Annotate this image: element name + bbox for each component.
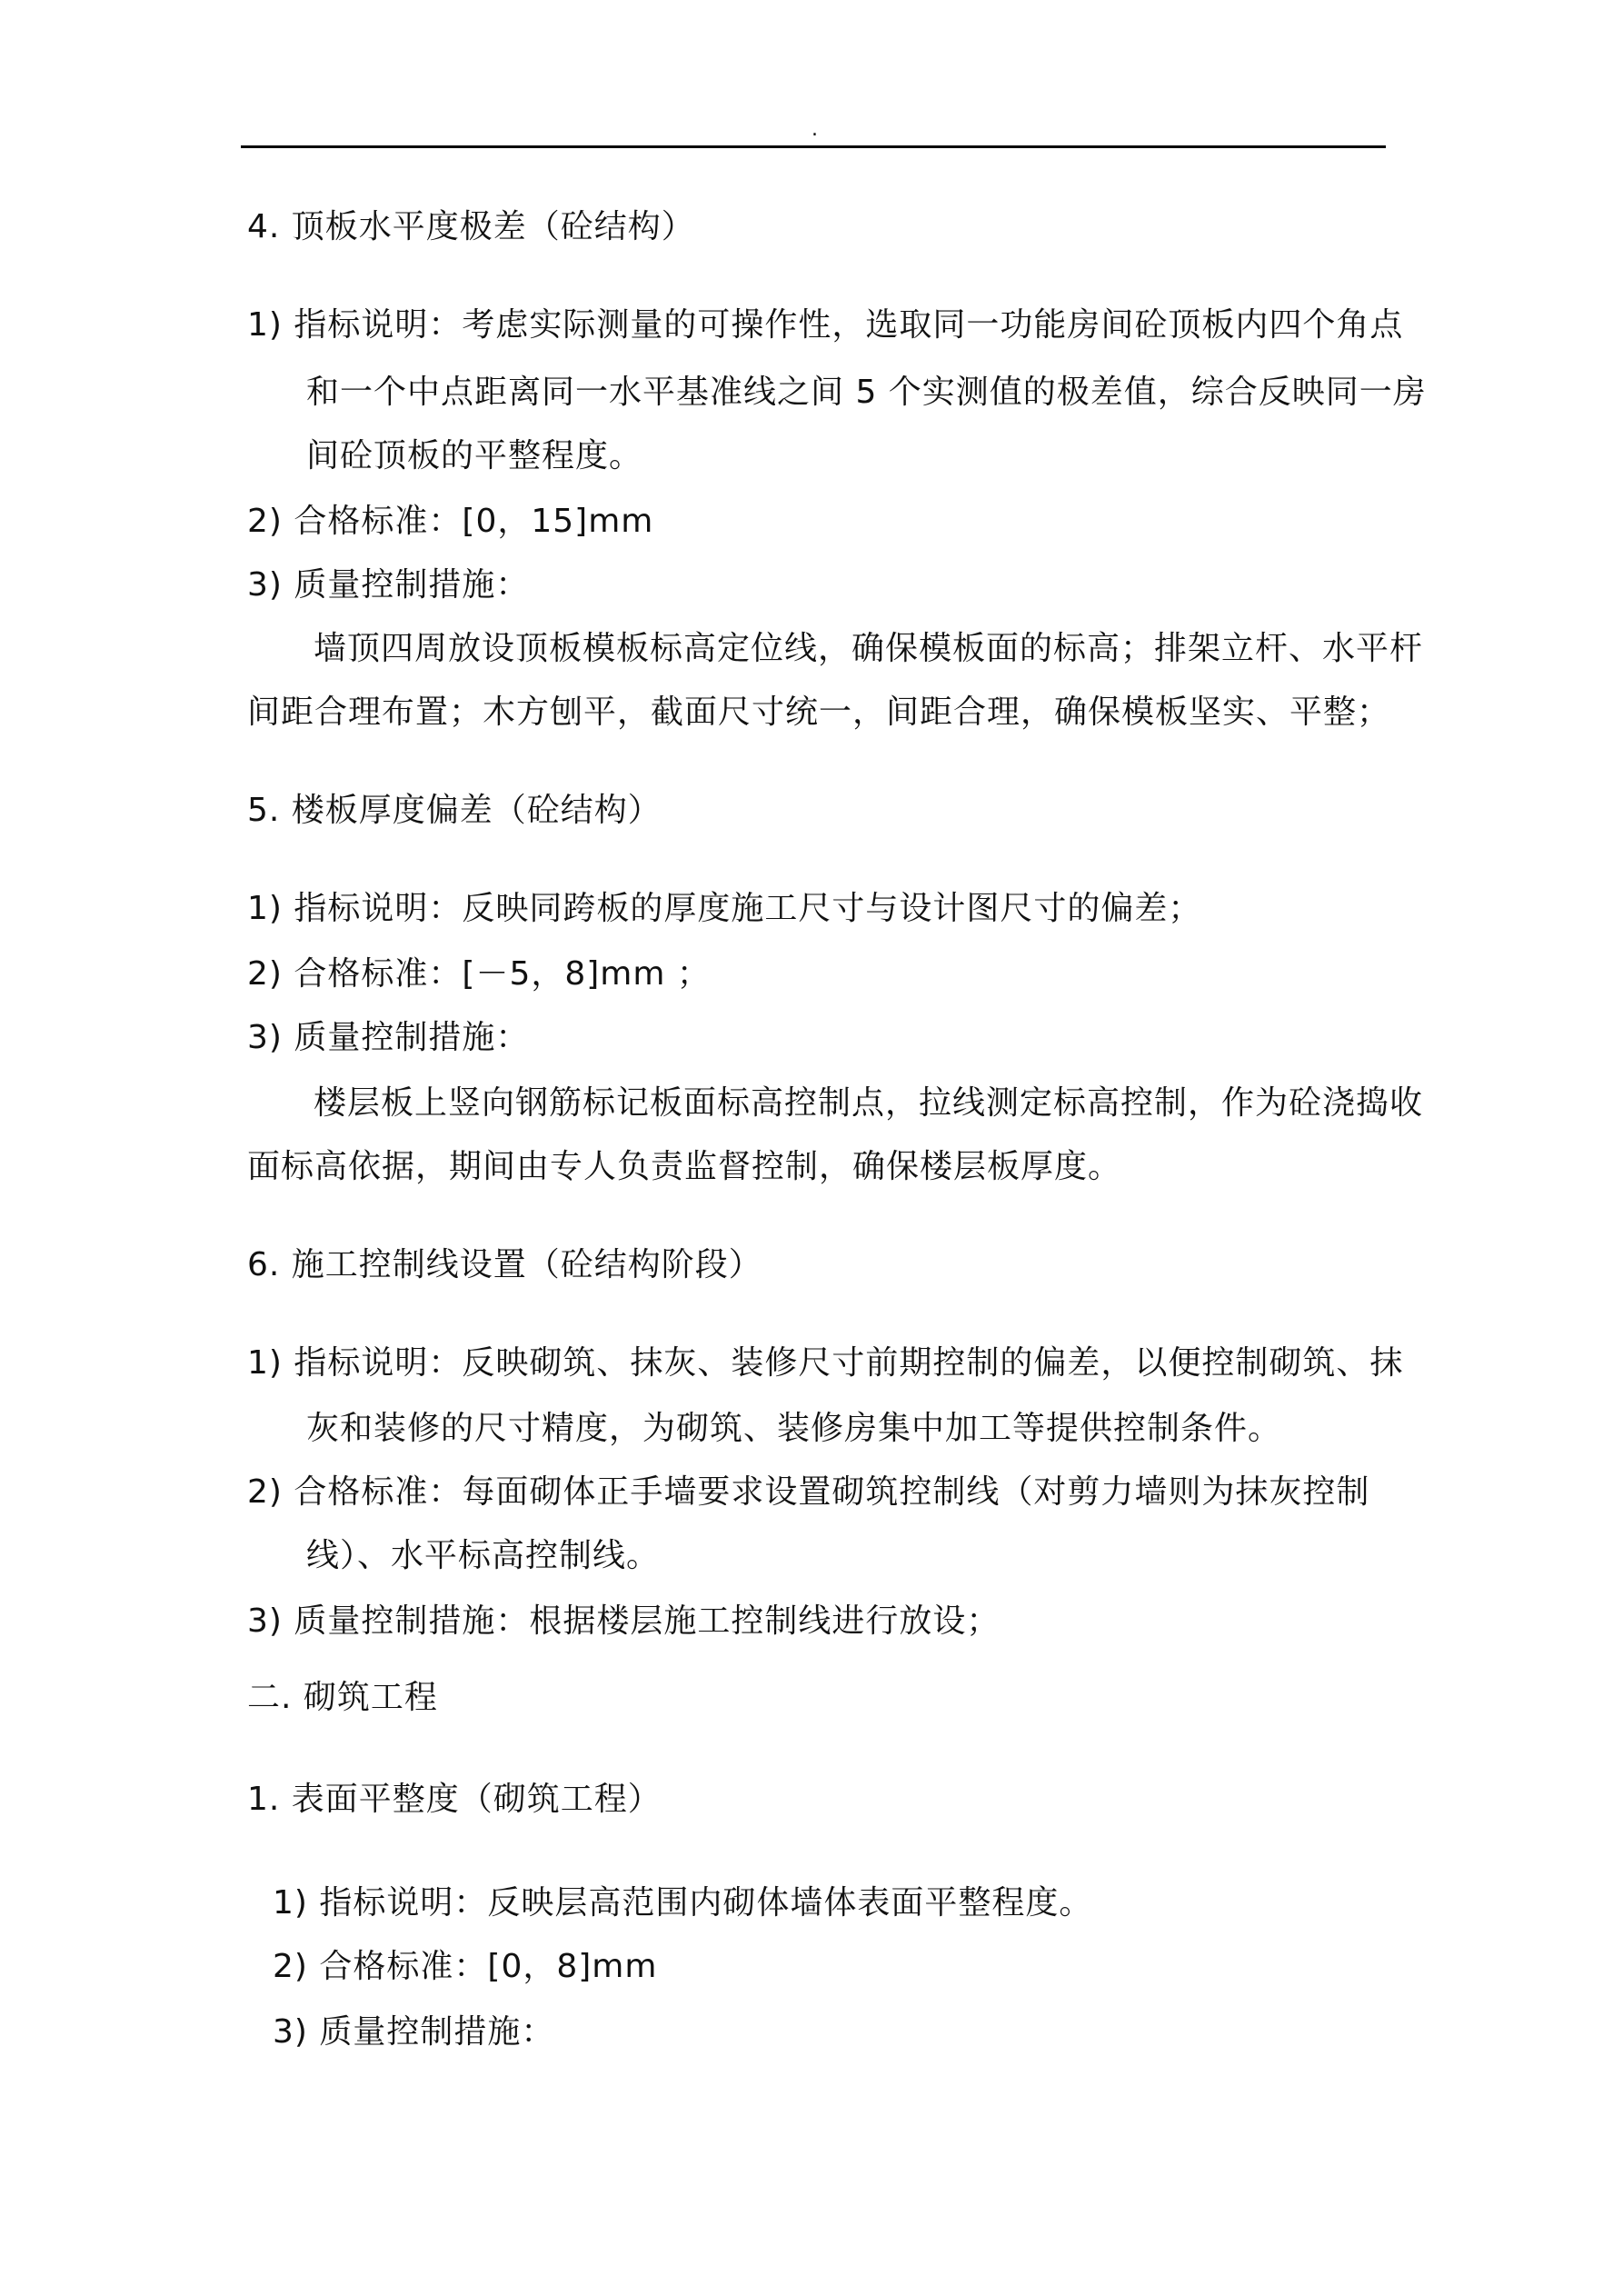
list-item: 1) 指标说明：反映砌筑、抹灰、装修尺寸前期控制的偏差，以便控制砌筑、抹	[247, 1344, 1404, 1382]
list-item-continuation: 间砼顶板的平整程度。	[306, 437, 643, 474]
list-item: 1) 指标说明：反映同跨板的厚度施工尺寸与设计图尺寸的偏差；	[247, 890, 1202, 927]
list-item: 2) 合格标准：每面砌体正手墙要求设置砌筑控制线（对剪力墙则为抹灰控制	[247, 1473, 1370, 1511]
header-rule	[241, 145, 1386, 148]
paragraph-line: 面标高依据，期间由专人负责监督控制，确保楼层板厚度。	[247, 1148, 1122, 1185]
paragraph-line: 墙顶四周放设顶板模板标高定位线，确保模板面的标高；排架立杆、水平杆	[314, 630, 1424, 667]
list-item: 1) 指标说明：考虑实际测量的可操作性，选取同一功能房间砼顶板内四个角点	[247, 306, 1404, 344]
part-heading: 二. 砌筑工程	[247, 1679, 438, 1716]
list-item-continuation: 灰和装修的尺寸精度，为砌筑、装修房集中加工等提供控制条件。	[306, 1410, 1282, 1447]
header-mark: .	[812, 118, 818, 141]
section-heading: 6. 施工控制线设置（砼结构阶段）	[247, 1246, 762, 1283]
paragraph-line: 楼层板上竖向钢筋标记板面标高控制点，拉线测定标高控制，作为砼浇捣收	[314, 1084, 1424, 1122]
list-item: 3) 质量控制措施：	[273, 2013, 555, 2051]
list-item: 1) 指标说明：反映层高范围内砌体墙体表面平整程度。	[273, 1884, 1093, 1922]
list-item: 3) 质量控制措施：	[247, 566, 530, 604]
list-item: 3) 质量控制措施：根据楼层施工控制线进行放设；	[247, 1602, 1001, 1640]
section-heading: 5. 楼板厚度偏差（砼结构）	[247, 792, 662, 829]
section-heading: 4. 顶板水平度极差（砼结构）	[247, 208, 695, 245]
list-item: 2) 合格标准：[－5，8]mm ；	[247, 955, 711, 993]
list-item-continuation: 线）、水平标高控制线。	[306, 1537, 661, 1574]
list-item: 2) 合格标准：[0，8]mm	[273, 1948, 658, 1985]
list-item-continuation: 和一个中点距离同一水平基准线之间 5 个实测值的极差值，综合反映同一房	[306, 374, 1427, 411]
list-item: 3) 质量控制措施：	[247, 1019, 530, 1056]
list-item: 2) 合格标准：[0，15]mm	[247, 503, 654, 540]
section-heading: 1. 表面平整度（砌筑工程）	[247, 1781, 662, 1818]
paragraph-line: 间距合理布置；木方刨平，截面尺寸统一，间距合理，确保模板坚实、平整；	[247, 694, 1391, 731]
